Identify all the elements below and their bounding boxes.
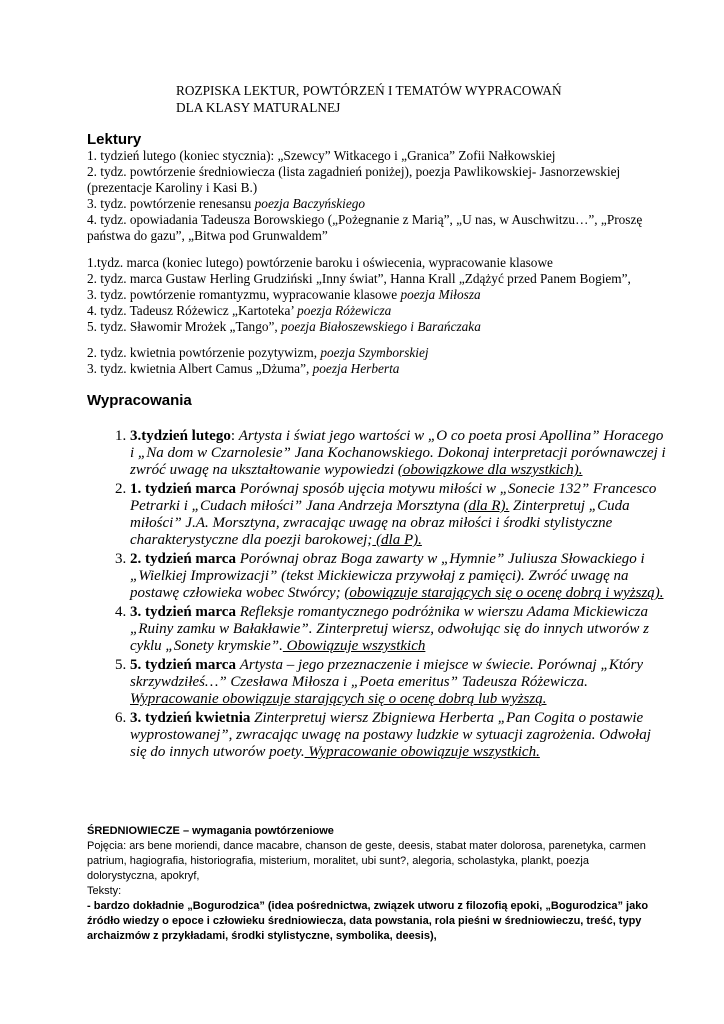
wypracowania-heading: Wypracowania xyxy=(87,392,192,409)
list-item: 4. tydz. Tadeusz Różewicz „Kartoteka’ poezja Różewicza xyxy=(87,303,392,318)
pojecia-text: Pojęcia: ars bene moriendi, dance macabre, chanson de geste, deesis, stabat mater dolorosa, parenetyka, carmen patrium, hagiografia, historiografia, misterium, moralitet, ubi sunt?, alegoria, scholastyka, plankt, poezja dolorystyczna, apokryf, xyxy=(87,840,646,882)
list-item: 2. tydz. kwietnia powtórzenie pozytywizm, poezja Szymborskiej xyxy=(87,345,429,360)
list-item: 5. tydz. Sławomir Mrożek „Tango”, poezja Białoszewskiego i Barańczaka xyxy=(87,319,481,334)
document-title xyxy=(176,82,562,116)
essay-item: 1. 3.tydzień lutego: Artysta i świat jego wartości w „O co poeta prosi Apollina” Horacego i „Na dom w Czarnolesie” Jana Kochanowskiego. Dokonaj interpretacji porównawczej i zwróć uwagę na ukształtowanie wypowiedzi (obowiązkowe dla wszystkich). xyxy=(130,428,670,479)
essay-list xyxy=(100,428,670,763)
list-item: 3. tydz. powtórzenie renesansu poezja Baczyńskiego xyxy=(87,196,366,211)
sredniowiecze-section xyxy=(87,824,652,944)
lektury-group-2 xyxy=(87,255,687,335)
sredniowiecze-heading: ŚREDNIOWIECZE – wymagania powtórzeniowe xyxy=(87,825,334,837)
lektury-group-3 xyxy=(87,345,687,377)
title-line-1: ROZPISKA LEKTUR, POWTÓRZEŃ I TEMATÓW WYPRACOWAŃ xyxy=(176,83,562,98)
essay-item: 5. 5. tydzień marca Artysta – jego przeznaczenie i miejsce w świecie. Porównaj „Który skrzywdziłeś…” Czesława Miłosza i „Poeta emeritus” Tadeusza Różewicza. Wypracowanie obowiązuje starających się o ocenę dobrą lub wyższą. xyxy=(130,657,670,708)
list-item: 3. tydz. powtórzenie romantyzmu, wypracowanie klasowe poezja Miłosza xyxy=(87,287,481,302)
list-item: 2. tydz. marca Gustaw Herling Grudziński „Inny świat”, Hanna Krall „Zdążyć przed Panem Bogiem”, xyxy=(87,271,631,286)
essay-item: 3. 2. tydzień marca Porównaj obraz Boga zawarty w „Hymnie” Juliusza Słowackiego i „Wielkiej Improwizacji” (tekst Mickiewicza przywołaj z pamięci). Zwróć uwagę na postawę człowieka wobec Stwórcy; (obowiązuje starających się o ocenę dobrą i wyższą). xyxy=(130,551,670,602)
list-item: 1.tydz. marca (koniec lutego) powtórzenie baroku i oświecenia, wypracowanie klasowe xyxy=(87,255,553,270)
essay-item: 4. 3. tydzień marca Refleksje romantycznego podróżnika w wierszu Adama Mickiewicza „Ruiny zamku w Bałakławie”. Zinterpretuj wiersz, odwołując się do innych utworów z cyklu „Sonety krymskie”. Obowiązuje wszystkich xyxy=(130,604,670,655)
list-item: 3. tydz. kwietnia Albert Camus „Dżuma”, poezja Herberta xyxy=(87,361,400,376)
essay-item: 6. 3. tydzień kwietnia Zinterpretuj wiersz Zbigniewa Herberta „Pan Cogita o postawie wyprostowanej”, zwracając uwagę na postawy ludzkie w sytuacji zagrożenia. Odwołaj się do innych utworów poety. Wypracowanie obowiązuje wszystkich. xyxy=(130,710,670,761)
teksty-item: - bardzo dokładnie „Bogurodzica” (idea pośrednictwa, związek utworu z filozofią epoki, „Bogurodzica” jako źródło wiedzy o epoce i człowieku średniowiecza, data powstania, rola pieśni w średniowieczu, treść, typy archaizmów z przykładami, środki stylistyczne, symbolika, deesis), xyxy=(87,900,649,942)
list-item: 4. tydz. opowiadania Tadeusza Borowskiego („Pożegnanie z Marią”, „U nas, w Auschwitzu…”, „Proszę państwa do gazu”, „Bitwa pod Grunwaldem” xyxy=(87,212,643,243)
list-item: 2. tydz. powtórzenie średniowiecza (lista zagadnień poniżej), poezja Pawlikowskiej- Jasnorzewskiej (prezentacje Karoliny i Kasi B.) xyxy=(87,164,621,195)
teksty-label: Teksty: xyxy=(87,885,122,897)
lektury-heading: Lektury xyxy=(87,131,142,148)
essay-item: 2. 1. tydzień marca Porównaj sposób ujęcia motywu miłości w „Sonecie 132” Francesco Petrarki i „Cudach miłości” Jana Andrzeja Morsztyna (dla R). Zinterpretuj „Cuda miłości” J.A. Morsztyna, zwracając uwagę na obraz miłości i środki stylistyczne charakterystyczne dla poezji barokowej; (dla P). xyxy=(130,481,670,549)
lektury-group-1 xyxy=(87,148,687,244)
list-item: 1. tydzień lutego (koniec stycznia): „Szewcy” Witkacego i „Granica” Zofii Nałkowskiej xyxy=(87,148,556,163)
title-line-2: DLA KLASY MATURALNEJ xyxy=(176,100,341,115)
